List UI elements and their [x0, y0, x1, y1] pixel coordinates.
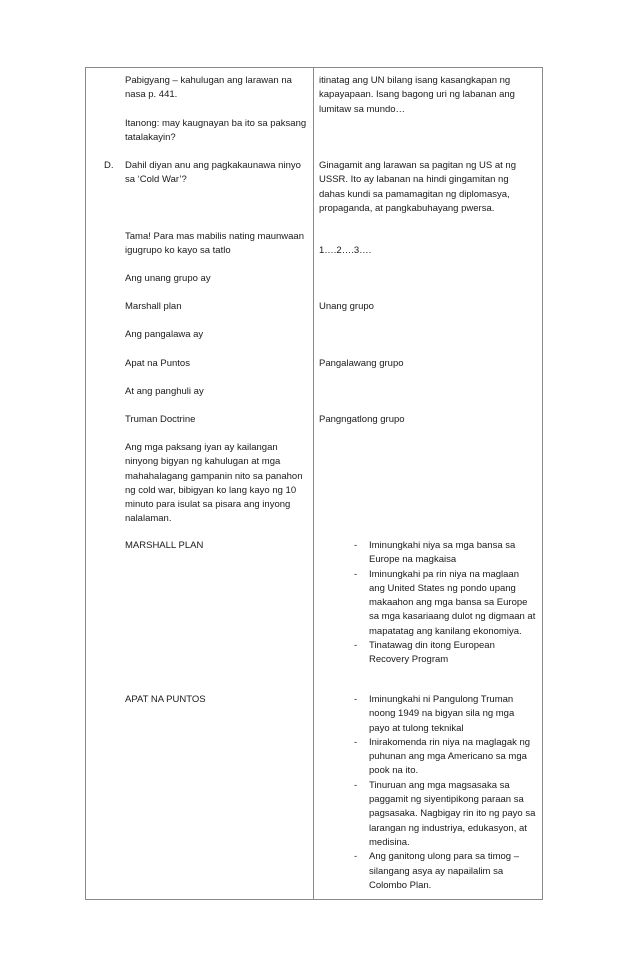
unang-grupo-answer: Unang grupo: [319, 301, 374, 312]
list-item: - Iminungkahi ni Pangulong Truman noong 1949 na bigyan sila ng mga payo at tulong teknikal: [349, 693, 537, 736]
list-item: - Tinatawag din itong European Recovery Program: [349, 639, 537, 668]
list-item: - Iminungkahi pa rin niya na maglaan ang United States ng pondo upang makaahon ang mga bansa sa Europe sa mga kasariaang dulot ng digmaan at mapatatag ang kanilang ekonomiya.: [349, 568, 537, 639]
apat-na-puntos-heading: APAT NA PUNTOS: [125, 694, 206, 705]
truman-doctrine-label: Truman Doctrine: [125, 414, 196, 425]
list-item: - Ang ganitong ulong para sa timog – silangang asya ay napailalim sa Colombo Plan.: [349, 850, 537, 893]
pangngatlong-grupo-answer: Pangngatlong grupo: [319, 414, 405, 425]
cold-war-answer: Ginagamit ang larawan sa pagitan ng US at ng USSR. Ito ay labanan na hindi gingamitan ng dahas kundi sa pamamagitan ng diplomasya, propaganda, at pangkabuhayang pwersa.: [319, 160, 516, 214]
apat-points-list: [349, 693, 537, 893]
pabigyang-text: Pabigyang – kahulugan ang larawan na nasa p. 441.: [125, 75, 292, 101]
list-item: - Iminungkahi niya sa mga bansa sa Europe na magkaisa: [349, 539, 537, 568]
item-d-letter: D.: [104, 160, 114, 171]
counting-text: 1….2….3….: [319, 245, 372, 256]
marshall-points-list: [349, 539, 537, 668]
item-d-question: Dahil diyan anu ang pagkakaunawa ninyo sa ‘Cold War’?: [125, 160, 301, 186]
pangalawa-label: Ang pangalawa ay: [125, 329, 204, 340]
itanong-text: Itanong: may kaugnayan ba ito sa paksang tatalakayin?: [125, 118, 307, 144]
list-item: - Tinuruan ang mga magsasaka sa paggamit ng siyentipikong paraan sa pagsasaka. Nagbigay rin ito ng payo sa larangan ng industriya, edukasyon, at medisina.: [349, 779, 537, 850]
tama-text: Tama! Para mas mabilis nating maunwaan igugrupo ko kayo sa tatlo: [125, 231, 305, 257]
instructions-text: Ang mga paksang iyan ay kailangan ninyong bigyan ng kahulugan at mga mahahalagang gampanin nito sa panahon ng cold war, bibigyan ko lang kayo ng 10 minuto para isulat sa pisara ang inyong nalalaman.: [125, 442, 303, 525]
marshall-plan-label: Marshall plan: [125, 301, 182, 312]
apat-na-puntos-label: Apat na Puntos: [125, 358, 190, 369]
panghuli-label: At ang panghuli ay: [125, 386, 204, 397]
un-text: itinatag ang UN bilang isang kasangkapan ng kapayapaan. Isang bagong uri ng labanan ang lumitaw sa mundo…: [319, 75, 515, 115]
pangalawang-grupo-answer: Pangalawang grupo: [319, 358, 404, 369]
list-item: - Inirakomenda rin niya na maglagak ng puhunan ang mga Americano sa mga pook na ito.: [349, 736, 537, 779]
unang-grupo-label: Ang unang grupo ay: [125, 273, 211, 284]
column-divider: [313, 67, 314, 900]
marshall-plan-heading: MARSHALL PLAN: [125, 540, 204, 551]
